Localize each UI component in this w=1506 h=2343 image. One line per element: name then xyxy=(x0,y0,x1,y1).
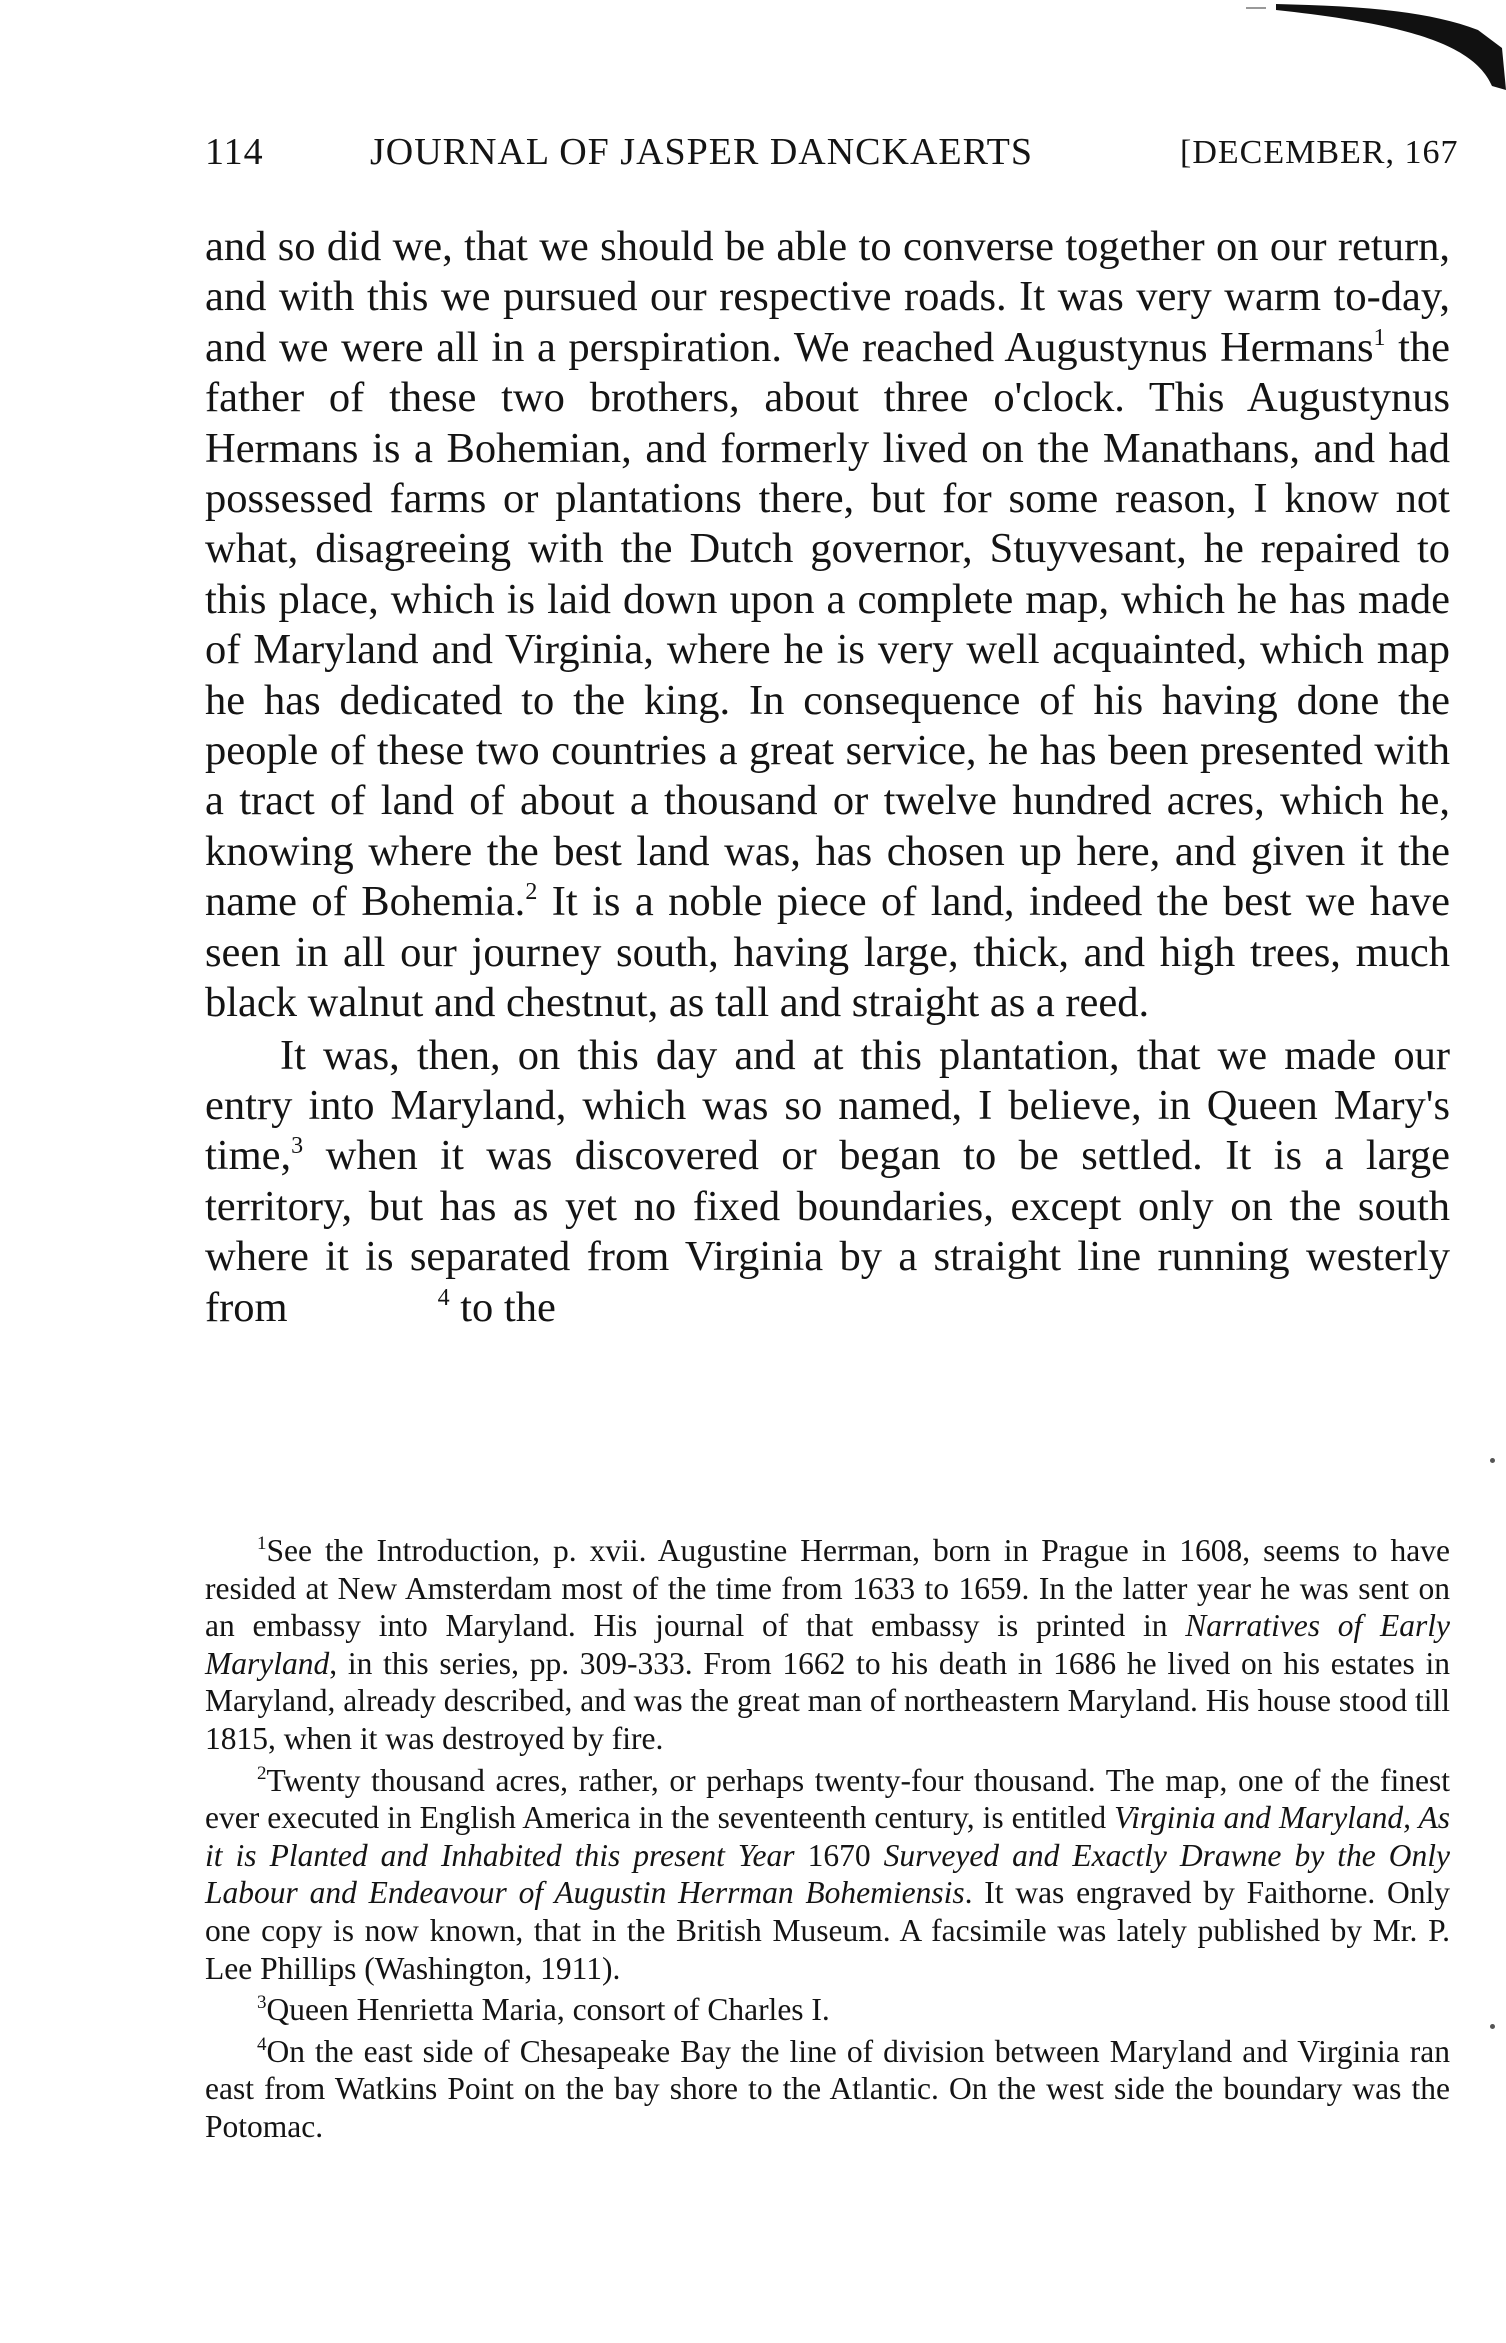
footnote-4-mark: 4 xyxy=(257,2033,267,2055)
footnote-1-mark: 1 xyxy=(257,1533,267,1554)
footnote-2-title-a: Virginia and Maryland, As it is Planted and Inhabited this present Year xyxy=(205,1800,1450,1873)
footnote-ref-3: 3 xyxy=(291,1133,304,1160)
paragraph-1 xyxy=(205,222,1450,1029)
footnote-2-text-b: . It was engraved by Faithorne. Only one copy is now known, that in the British Museum. A facsimile was lately published by Mr. P. Lee Phillips (Washington, 1911). xyxy=(205,1875,1450,1986)
paragraph-2-text-b: when it was discovered or began to be settled. It is a large territory, but has as yet no fixed boundaries, except only on the south where it is separated from Virginia by a straight line running westerly from xyxy=(205,1132,1450,1331)
scan-speck xyxy=(1490,1458,1495,1463)
footnote-2 xyxy=(205,1762,1450,1988)
paragraph-1-text-b: the father of these two brothers, about three o'clock. This Augustynus Hermans is a Bohemian, and formerly lived on the Manathans, and had possessed farms or plantations there, but for some reason, I know not what, disagreeing with the Dutch governor, Stuyvesant, he repaired to this place, which is laid down upon a complete map, which he has made of Maryland and Virginia, where he is very well acquainted, which map he has dedicated to the king. In consequence of his having done the people of these two countries a great service, he has been presented with a tract of land of about a thousand or twelve hundred acres, which he, knowing where the best land was, has chosen up here, and given it the name of Bohemia. xyxy=(205,323,1451,926)
main-text xyxy=(205,222,1450,1333)
paragraph-1-text-c: It is a noble piece of land, indeed the best we have seen in all our journey south, having large, thick, and high trees, much black walnut and chestnut, as tall and straight as a reed. xyxy=(205,878,1450,1027)
paragraph-2 xyxy=(205,1031,1450,1333)
footnote-3-mark: 3 xyxy=(257,1992,267,2014)
footnote-4 xyxy=(205,2033,1450,2146)
footnote-2-text-a: Twenty thousand acres, rather, or perhaps twenty-four thousand. The map, one of the finest ever executed in English America in the seventeenth century, is entitled xyxy=(205,1762,1450,1836)
scan-speck xyxy=(1490,2024,1495,2029)
footnote-2-mark: 2 xyxy=(257,1762,267,1784)
footnote-ref-1: 1 xyxy=(1373,324,1386,351)
footnotes xyxy=(205,1532,1450,2150)
footnote-1-title: Narratives of Early Maryland xyxy=(205,1608,1450,1681)
footnote-2-title-b: Surveyed and Exactly Drawne by the Only Labour and Endeavour of Augustin Herrman Bohemiensis xyxy=(205,1837,1450,1911)
paragraph-2-text-a: It was, then, on this day and at this plantation, that we made our entry into Maryland, which was so named, I believe, in Queen Mary's time, xyxy=(205,1031,1450,1180)
footnote-3 xyxy=(205,1991,1450,2029)
footnote-ref-2: 2 xyxy=(525,879,538,906)
footnote-4-text: On the east side of Chesapeake Bay the line of division between Maryland and Virginia ran east from Watkins Point on the bay shore to the Atlantic. On the west side the boundary was the Potomac. xyxy=(205,2033,1450,2144)
scan-edge-mark xyxy=(1206,0,1506,90)
running-header xyxy=(205,130,1459,190)
footnote-2-year: 1670 xyxy=(794,1837,884,1873)
paragraph-1-text-a: and so did we, that we should be able to converse together on our return, and with this we pursued our respective roads. It was very warm to-day, and we were all in a perspiration. We reached Augustynus Hermans xyxy=(205,223,1450,371)
footnote-ref-4: 4 xyxy=(437,1284,450,1311)
page-number: 114 xyxy=(205,131,264,173)
footnote-1-text-b: , in this series, pp. 309-333. From 1662 to his death in 1686 he lived on his estates in Maryland, already described, and was the great man of northeastern Maryland. His house stood till 1815, when it was destroyed by fire. xyxy=(205,1645,1450,1756)
footnote-1 xyxy=(205,1532,1450,1758)
running-title: JOURNAL OF JASPER DANCKAERTS xyxy=(370,131,1034,173)
footnote-3-text: Queen Henrietta Maria, consort of Charles I. xyxy=(266,1992,830,2028)
date-reference: [DECEMBER, 167 xyxy=(1180,134,1459,171)
footnote-1-text-a: See the Introduction, p. xvii. Augustine Herrman, born in Prague in 1608, seems to have resided at New Amsterdam most of the time from 1633 to 1659. In the latter year he was sent on an embassy into Maryland. His journal of that embassy is printed in xyxy=(205,1533,1450,1644)
paragraph-2-text-c: to the xyxy=(449,1283,556,1331)
